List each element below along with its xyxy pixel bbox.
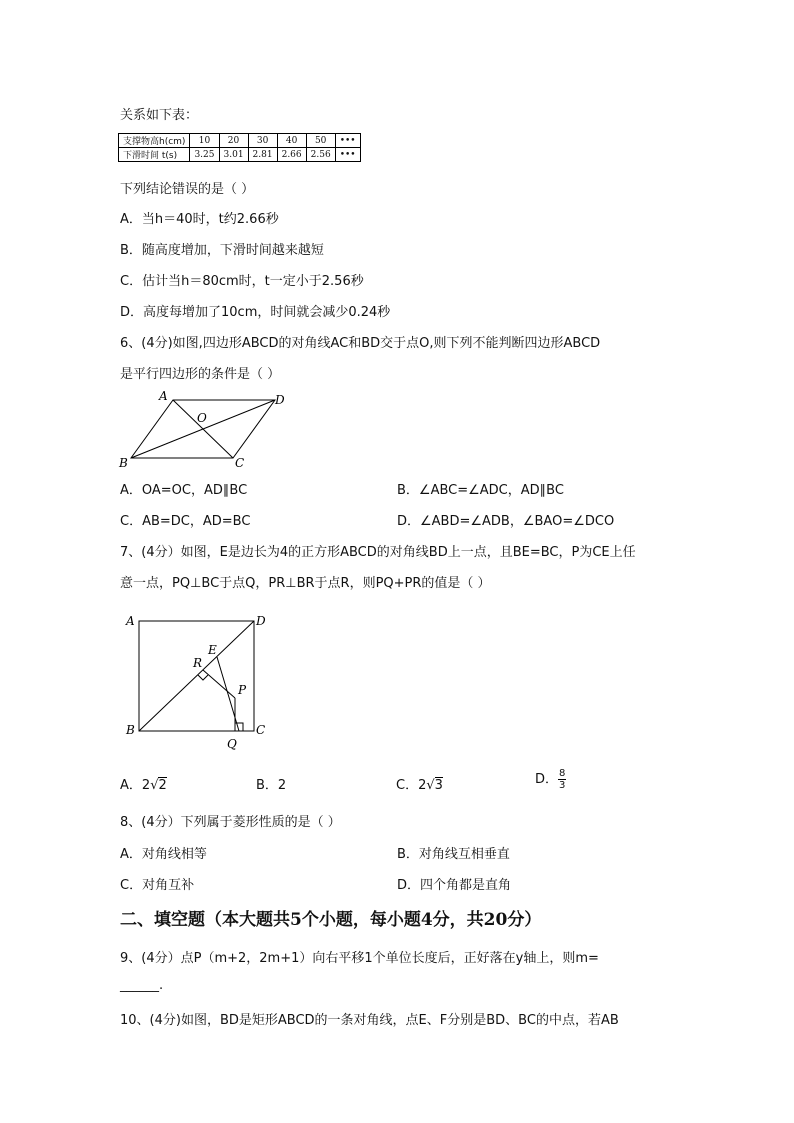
q8-option-c: C．对角互补 bbox=[120, 878, 195, 893]
vertex-label-b: B bbox=[126, 723, 135, 737]
section-heading: 二、填空题（本大题共5个小题，每小题4分，共20分） bbox=[120, 910, 542, 930]
table-cell: 3.01 bbox=[219, 148, 248, 162]
table-cell: 50 bbox=[306, 134, 335, 148]
center-label-o: O bbox=[197, 411, 207, 425]
table-cell: ••• bbox=[335, 148, 360, 162]
vertex-label-a: A bbox=[126, 614, 135, 628]
vertex-label-d: D bbox=[256, 614, 266, 628]
vertex-label-a: A bbox=[159, 389, 168, 403]
table-row bbox=[119, 148, 361, 162]
sqrt-icon: √ bbox=[426, 778, 435, 793]
square-figure bbox=[118, 608, 278, 756]
vertex-label-c: C bbox=[256, 723, 266, 737]
q5-stem: 下列结论错误的是（ ） bbox=[120, 182, 255, 197]
q9-stem-line1: 9、(4分）点P（m+2，2m+1）向右平移1个单位长度后，正好落在y轴上，则m= bbox=[120, 951, 599, 966]
numerator: 8 bbox=[559, 768, 566, 779]
q8-option-b: B．对角线互相垂直 bbox=[397, 847, 510, 862]
q8-stem: 8、(4分）下列属于菱形性质的是（ ） bbox=[120, 815, 341, 830]
q7-option-c bbox=[396, 774, 443, 793]
q7-option-d bbox=[535, 768, 566, 791]
table-cell: 2.56 bbox=[306, 148, 335, 162]
q7-option-a bbox=[120, 774, 167, 793]
sqrt-icon: √ bbox=[150, 778, 159, 793]
table-row bbox=[119, 134, 361, 148]
q7-stem-line2: 意一点，PQ⊥BC于点Q，PR⊥BR于点R，则PQ+PR的值是（ ） bbox=[120, 576, 491, 591]
q6-option-d: D．∠ABD=∠ADB，∠BAO=∠DCO bbox=[397, 514, 615, 529]
vertex-label-b: B bbox=[119, 456, 128, 470]
point-label-r: R bbox=[193, 656, 203, 670]
option-prefix: D． bbox=[535, 772, 559, 787]
q8-option-d: D．四个角都是直角 bbox=[397, 878, 512, 893]
table-cell: ••• bbox=[335, 134, 360, 148]
coefficient: 2 bbox=[141, 778, 151, 793]
intro-text: 关系如下表： bbox=[120, 108, 199, 123]
table-cell: 3.25 bbox=[190, 148, 219, 162]
q9-answer-blank: ______. bbox=[120, 978, 164, 993]
q6-option-c: C．AB=DC，AD=BC bbox=[120, 514, 251, 529]
option-prefix: C． bbox=[396, 778, 419, 793]
q10-stem-line1: 10、(4分)如图，BD是矩形ABCD的一条对角线，点E、F分别是BD、BC的中点，若AB bbox=[120, 1013, 619, 1028]
table-cell: 10 bbox=[190, 134, 219, 148]
point-label-q: Q bbox=[227, 737, 237, 751]
q7-stem-line1: 7、(4分）如图，E是边长为4的正方形ABCD的对角线BD上一点，且BE=BC，P为CE上任 bbox=[120, 545, 636, 560]
table-cell: 30 bbox=[248, 134, 277, 148]
q6-option-b: B．∠ABC=∠ADC，AD∥BC bbox=[397, 483, 564, 498]
row-label: 支撑物高h(cm) bbox=[119, 134, 190, 148]
row-label: 下滑时间 t(s) bbox=[119, 148, 190, 162]
denominator: 3 bbox=[559, 780, 566, 791]
q7-option-b: B．2 bbox=[256, 778, 287, 793]
parallelogram-figure bbox=[115, 388, 295, 473]
q5-option-a: A．当h＝40时，t约2.66秒 bbox=[120, 212, 279, 227]
point-label-p: P bbox=[238, 683, 247, 697]
q8-option-a: A．对角线相等 bbox=[120, 847, 207, 862]
q5-option-c: C．估计当h＝80cm时，t一定小于2.56秒 bbox=[120, 274, 364, 289]
option-prefix: A． bbox=[120, 778, 142, 793]
q6-option-a: A．OA=OC，AD∥BC bbox=[120, 483, 248, 498]
table-cell: 2.81 bbox=[248, 148, 277, 162]
coefficient: 2 bbox=[418, 778, 427, 793]
fraction bbox=[558, 768, 566, 791]
q5-option-d: D．高度每增加了10cm，时间就会减少0.24秒 bbox=[120, 305, 391, 320]
table-cell: 20 bbox=[219, 134, 248, 148]
radicand: 3 bbox=[434, 778, 443, 793]
vertex-label-d: D bbox=[275, 393, 285, 407]
table-cell: 2.66 bbox=[277, 148, 306, 162]
vertex-label-c: C bbox=[235, 456, 245, 470]
q6-stem-line1: 6、(4分)如图,四边形ABCD的对角线AC和BD交于点O,则下列不能判断四边形ABCD bbox=[120, 336, 601, 351]
q6-stem-line2: 是平行四边形的条件是（ ） bbox=[120, 367, 281, 382]
data-table bbox=[118, 133, 361, 162]
radicand: 2 bbox=[158, 778, 167, 793]
table-cell: 40 bbox=[277, 134, 306, 148]
point-label-e: E bbox=[208, 643, 217, 657]
q5-option-b: B．随高度增加，下滑时间越来越短 bbox=[120, 243, 324, 258]
